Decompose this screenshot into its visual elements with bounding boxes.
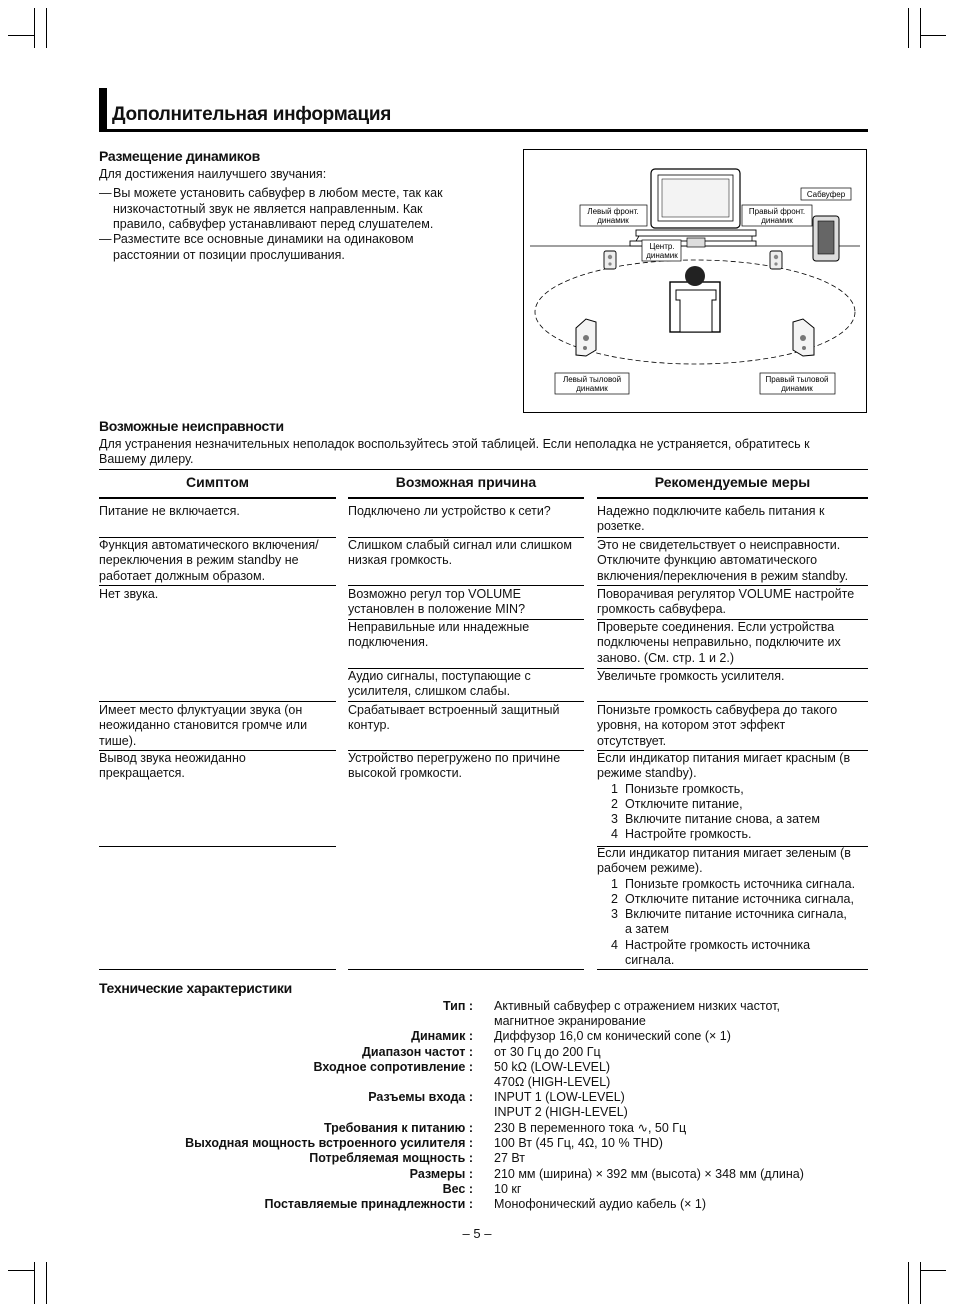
spec-value: INPUT 1 (LOW-LEVEL) INPUT 2 (HIGH-LEVEL) (494, 1090, 628, 1120)
label-subwoofer (801, 188, 851, 200)
label-rear-left (555, 373, 629, 394)
bullet-line: расстоянии от позиции прослушивания. (113, 247, 345, 262)
spec-label: Требования к питанию : (324, 1121, 473, 1135)
spec-value: Диффузор 16,0 см конический cone (× 1) (494, 1029, 731, 1043)
label-rear-right-text: Правый тыловой (765, 375, 829, 384)
spec-value: Активный сабвуфер с отражением низких частот, магнитное экранирование (494, 999, 780, 1029)
speaker-placement-diagram (523, 149, 867, 413)
crop-mark (920, 1270, 946, 1271)
specs-heading: Технические характеристики (99, 980, 292, 996)
spec-label: Входное сопротивление : (313, 1060, 473, 1074)
table-cell-remedy: Проверьте соединения. Если устройства подключены неправильно, подключите их заново. (См. стр. 1 и 2.) (597, 620, 841, 665)
crop-mark (46, 8, 47, 48)
spec-label: Выходная мощность встроенного усилителя : (185, 1136, 473, 1150)
table-cell-symptom: Функция автоматического включения/ переключения в режим standby не работает должным образом. (99, 538, 319, 583)
list-item: 1 Понизьте громкость источника сигнала. (611, 876, 856, 891)
label-rear-right (760, 373, 835, 394)
crop-mark (920, 1262, 921, 1304)
listener-icon (670, 266, 720, 332)
bullet-line: правило, сабвуфер устанавливают перед слушателем. (113, 217, 434, 231)
table-cell-cause: Подключено ли устройство к сети? (348, 504, 551, 518)
table-bottom-rule (597, 969, 868, 970)
title-rule (99, 129, 868, 132)
header-rule (597, 497, 868, 499)
spec-value: от 30 Гц до 200 Гц (494, 1045, 601, 1059)
troubleshooting-heading: Возможные неисправности (99, 418, 284, 434)
bullet-dash: — (99, 232, 112, 246)
header-rule (348, 497, 584, 499)
table-cell-cause: Слишком слабый сигнал или слишком низкая громкость. (348, 538, 572, 568)
spec-value: 10 кг (494, 1182, 522, 1196)
spec-label: Тип : (442, 999, 473, 1013)
placement-intro: Для достижения наилучшего звучания: (99, 167, 327, 181)
troubleshooting-intro: Для устранения незначительных неполадок воспользуйтесь этой таблицей. Если неполадка не устраняется, обратитесь к (99, 437, 810, 451)
spec-value: Монофонический аудио кабель (× 1) (494, 1197, 707, 1211)
label-center-text: динамик (646, 251, 678, 260)
label-rear-right-text: динамик (781, 384, 813, 393)
list-item: 2 Отключите питание источника сигнала, (611, 891, 854, 906)
header-remedy: Рекомендуемые меры (654, 474, 811, 490)
row-rule (348, 585, 584, 586)
crop-mark (908, 8, 909, 48)
table-cell-remedy: Поворачивая регулятор VOLUME настройте громкость сабвуфера. (597, 587, 855, 617)
table-cell-remedy: Если индикатор питания мигает зеленым (в рабочем режиме). 1 Понизьте громкость источника сигнала. 2 Отключите питание источника сигнала, 3 Включите питание источника сигнала, а затем 4 Настройте громкость источника сигнала. (597, 846, 872, 968)
label-front-right-text: Правый фронт. (748, 207, 806, 216)
header-cause: Возможная причина (395, 474, 537, 490)
table-cell-cause: Срабатывает встроенный защитный контур. (348, 703, 560, 733)
label-front-left-text: динамик (597, 216, 629, 225)
spec-label: Диапазон частот : (362, 1045, 473, 1059)
label-rear-left-text: динамик (576, 384, 608, 393)
crop-mark (8, 35, 34, 36)
header-symptom: Симптом (186, 474, 249, 490)
spec-label: Потребляемая мощность : (309, 1151, 473, 1165)
row-rule (99, 846, 336, 847)
troubleshooting-intro: Вашему дилеру. (99, 452, 194, 466)
crop-mark (920, 8, 921, 48)
spec-label: Вес : (442, 1182, 473, 1196)
bullet-line: низкочастотный звук не является направленным. Как (113, 201, 423, 216)
table-bottom-rule (348, 969, 584, 970)
list-item: 4 Настройте громкость. (611, 827, 752, 842)
spec-value: 230 В переменного тока ∿, 50 Гц (494, 1121, 687, 1135)
table-cell-remedy: Если индикатор питания мигает красным (в режиме standby). 1 Понизьте громкость, 2 Отключите питание, 3 Включите питание снова, а затем 4 Настройте громкость. (597, 751, 872, 843)
table-cell-symptom: Питание не включается. (99, 504, 240, 518)
crop-mark (920, 35, 946, 36)
table-cell-cause: Неправильные или ннадежные подключения. (348, 620, 530, 650)
row-rule (99, 701, 336, 702)
label-rear-left-text: Левый тыловой (562, 375, 622, 384)
table-cell-remedy: Надежно подключите кабель питания к розетке. (597, 504, 825, 534)
title-bar (99, 88, 107, 131)
list-item: 2 Отключите питание, (611, 796, 743, 811)
spec-label: Разъемы входа : (368, 1090, 473, 1104)
bullet-dash: — (99, 186, 112, 200)
header-rule (99, 497, 336, 499)
front-right-speaker-icon (770, 251, 782, 269)
page-number: – 5 – (462, 1226, 492, 1241)
table-cell-cause: Устройство перегружено по причине высокой громкости. (348, 751, 561, 781)
label-subwoofer-text: Сабвуфер (806, 190, 846, 199)
list-item: 4 Настройте громкость источника сигнала. (611, 937, 811, 968)
list-item: 1 Понизьте громкость, (611, 781, 744, 796)
list-item: 3 Включите питание источника сигнала, а затем (611, 907, 847, 937)
row-rule (99, 585, 336, 586)
spec-value: 27 Вт (494, 1151, 526, 1165)
crop-mark (46, 1262, 47, 1304)
spec-value: 50 kΩ (LOW-LEVEL) 470Ω (HIGH-LEVEL) (494, 1060, 611, 1090)
label-center (642, 240, 681, 261)
spec-label: Размеры : (409, 1167, 473, 1181)
label-center-text: Центр. (649, 242, 675, 251)
table-cell-remedy: Увеличьте громкость усилителя. (597, 669, 785, 683)
row-rule (597, 585, 868, 586)
rear-right-speaker-icon (793, 319, 814, 356)
table-cell-symptom: Имеет место флуктуации звука (он неожиданно становится громче или тише). (99, 703, 308, 748)
table-top-rule (99, 469, 868, 470)
subwoofer-icon (813, 216, 839, 261)
crop-mark (34, 8, 35, 48)
spec-label: Поставляемые принадлежности : (264, 1197, 473, 1211)
crop-mark (908, 1262, 909, 1304)
table-cell-symptom: Вывод звука неожиданно прекращается. (99, 751, 246, 781)
label-front-left-text: Левый фронт. (587, 207, 639, 216)
label-front-right-text: динамик (761, 216, 793, 225)
spec-value: 100 Вт (45 Гц, 4Ω, 10 % THD) (494, 1136, 663, 1150)
bullet-line: Разместите все основные динамики на одинаковом (113, 232, 414, 246)
tv-icon (630, 169, 756, 247)
row-rule (348, 701, 584, 702)
list-item: 3 Включите питание снова, а затем (611, 812, 820, 827)
page-title: Дополнительная информация (112, 104, 392, 125)
label-front-left (580, 205, 647, 226)
crop-mark (8, 1270, 34, 1271)
table-cell-symptom: Нет звука. (99, 587, 159, 601)
table-bottom-rule (99, 969, 336, 970)
placement-heading: Размещение динамиков (99, 148, 260, 164)
table-cell-cause: Аудио сигналы, поступающие с усилителя, слишком слабы. (348, 669, 531, 699)
table-cell-remedy: Это не свидетельствует о неисправности. Отключите функцию автоматического включения/переключения в режим standby. (597, 538, 849, 583)
spec-label: Динамик : (411, 1029, 473, 1043)
table-cell-remedy: Понизьте громкость сабвуфера до такого уровня, на котором этот эффект отсутствует. (597, 703, 838, 748)
row-rule (597, 701, 868, 702)
crop-mark (34, 1262, 35, 1304)
label-front-right (742, 205, 812, 226)
front-left-speaker-icon (604, 251, 616, 269)
bullet-line: Вы можете установить сабвуфер в любом месте, так как (113, 186, 443, 200)
table-cell-cause: Возможно регул тор VOLUME установлен в положение MIN? (348, 587, 526, 617)
spec-value: 210 мм (ширина) × 392 мм (высота) × 348 мм (длина) (494, 1167, 804, 1181)
rear-left-speaker-icon (576, 319, 596, 356)
